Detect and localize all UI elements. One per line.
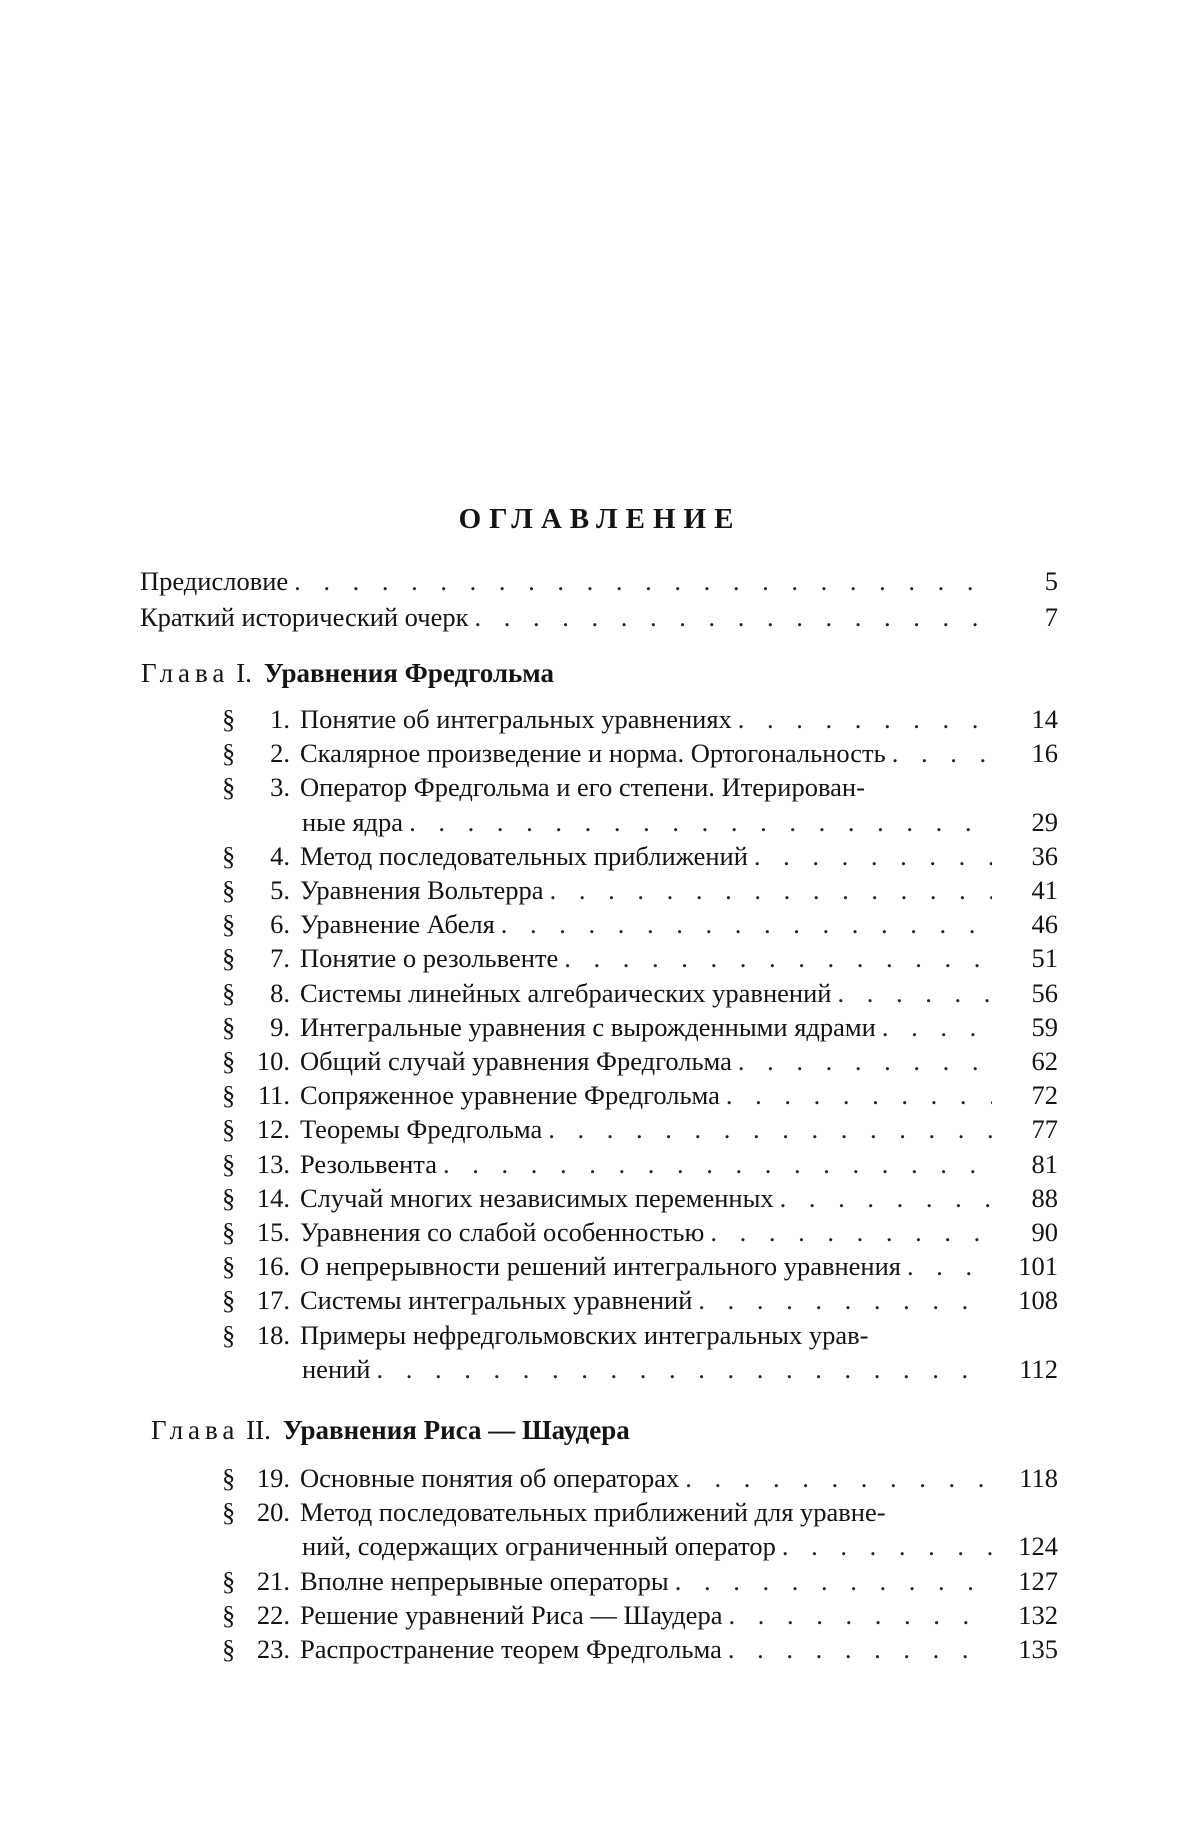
entry-title: Решение уравнений Риса — Шаудера: [300, 1599, 723, 1630]
section-number: 7.: [270, 943, 290, 974]
section-sign: §: [222, 738, 236, 769]
toc-entry: [222, 1078, 1058, 1112]
section-sign: §: [222, 1114, 236, 1145]
toc-heading: ОГЛАВЛЕНИЕ: [458, 503, 742, 535]
dot-leader: [748, 839, 992, 873]
section-number: 13.: [256, 1148, 290, 1179]
toc-entry: [222, 873, 1058, 907]
toc-entry-line: [222, 1495, 886, 1529]
page-number: 29: [1031, 806, 1058, 837]
section-number: 4.: [270, 840, 290, 871]
entry-title-continued: ний, содержащих ограниченный оператор: [302, 1531, 776, 1562]
toc-entry: [222, 1181, 1058, 1215]
entry-title: Случай многих независимых переменных: [300, 1182, 774, 1213]
entry-title: Теоремы Фредгольма: [300, 1114, 543, 1145]
section-sign: §: [222, 1319, 236, 1350]
section-number: 3.: [270, 772, 290, 803]
toc-entry: [222, 941, 1058, 975]
toc-entry: [222, 1112, 1058, 1146]
section-number: 11.: [257, 1080, 290, 1111]
page-number: 101: [1018, 1251, 1058, 1282]
section-sign: §: [222, 840, 236, 871]
entry-title: Общий случай уравнения Фредгольма: [300, 1046, 732, 1076]
toc-entry: [222, 1044, 1058, 1078]
section-sign: §: [222, 1634, 236, 1664]
section-sign: §: [222, 704, 236, 734]
section-sign: §: [222, 1463, 236, 1493]
section-sign: §: [222, 943, 236, 974]
chapter-label: Глава: [141, 658, 230, 688]
toc-entry: [222, 1283, 1058, 1317]
page-number: 46: [1031, 909, 1058, 940]
page-number: 135: [1018, 1634, 1058, 1664]
entry-title: Резольвента: [300, 1148, 437, 1179]
chapter-title: Уравнения Фредгольма: [263, 658, 554, 688]
section-sign: §: [222, 1497, 236, 1528]
page-number: 132: [1018, 1599, 1058, 1630]
section-sign: §: [222, 1217, 236, 1247]
entry-title: Метод последовательных приближений: [300, 840, 748, 871]
toc-entry: [140, 600, 1058, 634]
entry-title: Примеры нефредгольмовских интегральных урав-: [300, 1319, 869, 1350]
page-number: 90: [1031, 1217, 1058, 1247]
section-sign: §: [222, 977, 236, 1008]
toc-entry: [222, 1598, 1058, 1632]
section-sign: §: [222, 1148, 236, 1179]
toc-entry: [222, 1147, 1058, 1181]
dot-leader: [544, 873, 992, 907]
entry-title: Скалярное произведение и норма. Ортогональность: [300, 738, 886, 769]
page-number: 77: [1031, 1114, 1058, 1145]
page-number: 51: [1031, 943, 1058, 974]
chapter-heading: [141, 655, 554, 691]
entry-title: О непрерывности решений интегрального уравнения: [300, 1251, 901, 1282]
page-number: 112: [1019, 1353, 1058, 1384]
page-number: 56: [1031, 977, 1058, 1008]
dot-leader: [901, 1249, 992, 1283]
dot-leader: [669, 1564, 992, 1598]
entry-title: Системы интегральных уравнений: [300, 1285, 693, 1316]
toc-entry: [222, 1249, 1058, 1283]
entry-title-continued: нений: [302, 1353, 371, 1384]
dot-leader: [692, 1283, 992, 1317]
page-number: 81: [1031, 1148, 1058, 1179]
entry-title: Краткий исторический очерк: [140, 602, 469, 632]
toc-entry: [222, 736, 1058, 770]
toc-entry: [222, 839, 1058, 873]
entry-title: Предисловие: [140, 566, 289, 596]
section-sign: §: [222, 1182, 236, 1213]
page-number: 108: [1018, 1285, 1058, 1316]
page-number: 127: [1018, 1565, 1058, 1596]
entry-title: Оператор Фредгольма и его степени. Итерирован-: [300, 772, 865, 803]
toc-entry: [302, 1352, 1058, 1386]
dot-leader: [831, 976, 992, 1010]
section-number: 8.: [270, 977, 290, 1008]
dot-leader: [876, 1010, 992, 1044]
toc-entry: [222, 907, 1058, 941]
toc-entry: [222, 1461, 1058, 1495]
dot-leader: [722, 1632, 992, 1666]
section-sign: §: [222, 1251, 236, 1282]
entry-title: Уравнения со слабой особенностью: [300, 1217, 705, 1247]
dot-leader: [886, 736, 992, 770]
page-number: 59: [1031, 1011, 1058, 1042]
dot-leader: [558, 941, 992, 975]
dot-leader: [371, 1352, 993, 1386]
entry-title: Интегральные уравнения с вырожденными ядрами: [300, 1011, 876, 1042]
dot-leader: [468, 600, 992, 634]
dot-leader: [437, 1147, 992, 1181]
section-number: 5.: [270, 875, 290, 905]
entry-title: Системы линейных алгебраических уравнений: [300, 977, 832, 1008]
dot-leader: [704, 1215, 992, 1249]
section-number: 21.: [256, 1565, 290, 1596]
dot-leader: [679, 1461, 992, 1495]
dot-leader: [542, 1112, 992, 1146]
dot-leader: [288, 564, 992, 598]
section-number: 23.: [256, 1634, 290, 1664]
toc-entry: [222, 1010, 1058, 1044]
toc-entry: [140, 564, 1058, 598]
page-number: 62: [1031, 1046, 1058, 1076]
section-number: 20.: [256, 1497, 290, 1528]
page-number: 88: [1031, 1182, 1058, 1213]
chapter-number: II.: [239, 1415, 271, 1445]
dot-leader: [732, 1044, 992, 1078]
toc-entry: [222, 1564, 1058, 1598]
chapter-number: I.: [229, 658, 252, 688]
section-number: 16.: [256, 1251, 290, 1282]
section-number: 10.: [256, 1046, 290, 1076]
entry-title: Основные понятия об операторах: [300, 1463, 680, 1493]
toc-entry: [222, 702, 1058, 736]
entry-title: Метод последовательных приближений для уравне-: [300, 1497, 886, 1528]
section-number: 14.: [256, 1182, 290, 1213]
toc-entry: [302, 1529, 1058, 1563]
page-number: 124: [1018, 1531, 1058, 1562]
section-sign: §: [222, 1046, 236, 1076]
section-number: 22.: [256, 1599, 290, 1630]
page-number: 41: [1031, 875, 1058, 905]
page-number: 14: [1031, 704, 1058, 734]
section-number: 19.: [256, 1463, 290, 1493]
section-number: 17.: [256, 1285, 290, 1316]
entry-title: Вполне непрерывные операторы: [300, 1565, 669, 1596]
chapter-label: Глава: [151, 1415, 240, 1445]
toc-entry-line: [222, 770, 865, 804]
dot-leader: [774, 1181, 992, 1215]
toc-entry: [302, 805, 1058, 839]
chapter-title: Уравнения Риса — Шаудера: [282, 1415, 630, 1445]
toc-entry: [222, 976, 1058, 1010]
entry-title: Понятие об интегральных уравнениях: [300, 704, 732, 734]
entry-title: Понятие о резольвенте: [300, 943, 559, 974]
page-number: 7: [1044, 602, 1058, 632]
dot-leader: [495, 907, 992, 941]
entry-title: Распространение теорем Фредгольма: [300, 1634, 722, 1664]
section-number: 12.: [256, 1114, 290, 1145]
chapter-heading: [151, 1412, 630, 1448]
section-number: 1.: [270, 704, 290, 734]
dot-leader: [722, 1598, 992, 1632]
entry-title: Уравнение Абеля: [300, 909, 495, 940]
section-number: 9.: [270, 1011, 290, 1042]
section-sign: §: [222, 909, 236, 940]
section-number: 15.: [256, 1217, 290, 1247]
dot-leader: [720, 1078, 992, 1112]
section-sign: §: [222, 875, 236, 905]
dot-leader: [776, 1529, 992, 1563]
section-number: 18.: [256, 1319, 290, 1350]
page-number: 5: [1044, 566, 1058, 596]
page-number: 36: [1031, 840, 1058, 871]
page-number: 16: [1031, 738, 1058, 769]
entry-title-continued: ные ядра: [302, 806, 404, 837]
section-sign: §: [222, 1285, 236, 1316]
entry-title: Сопряженное уравнение Фредгольма: [300, 1080, 720, 1111]
dot-leader: [403, 805, 992, 839]
section-number: 6.: [270, 909, 290, 940]
toc-entry-line: [222, 1318, 868, 1352]
dot-leader: [732, 702, 992, 736]
toc-entry: [222, 1632, 1058, 1666]
page-number: 118: [1019, 1463, 1058, 1493]
section-sign: §: [222, 1565, 236, 1596]
page-number: 72: [1031, 1080, 1058, 1111]
section-sign: §: [222, 1011, 236, 1042]
section-sign: §: [222, 1080, 236, 1111]
section-number: 2.: [270, 738, 290, 769]
section-sign: §: [222, 1599, 236, 1630]
section-sign: §: [222, 772, 236, 803]
entry-title: Уравнения Вольтерра: [300, 875, 544, 905]
toc-entry: [222, 1215, 1058, 1249]
